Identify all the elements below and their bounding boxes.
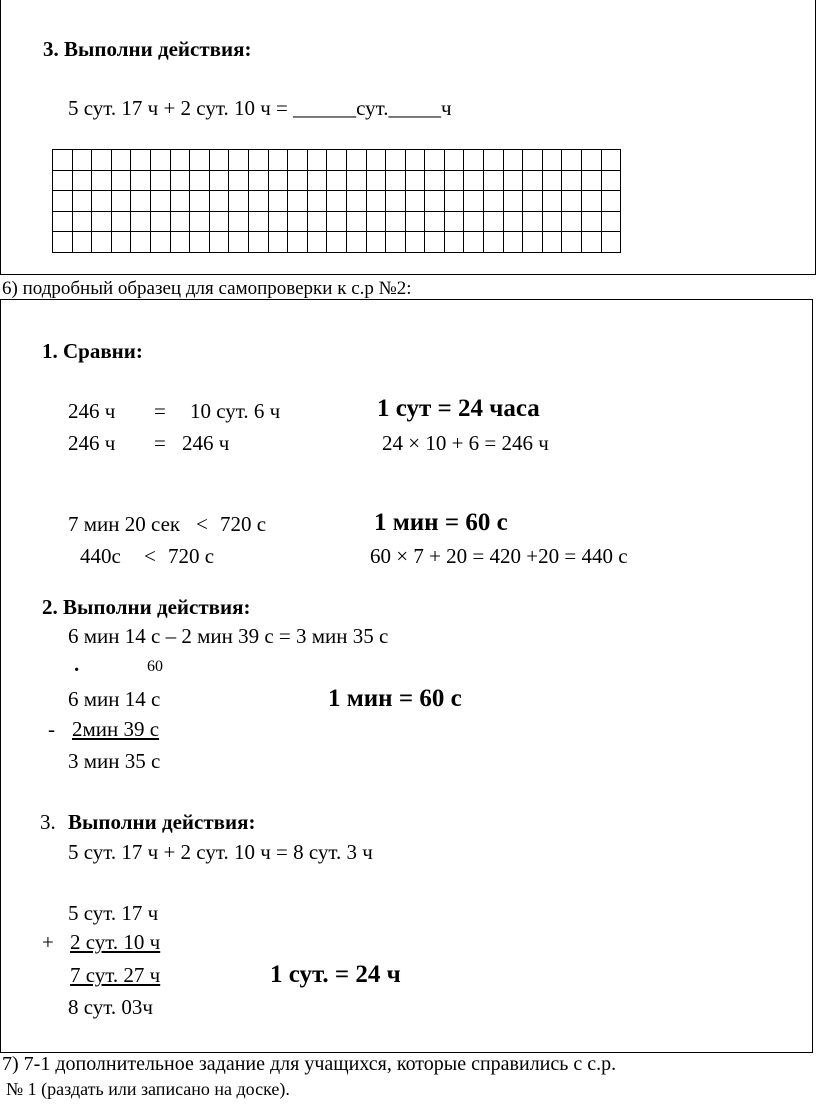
t1-calc1: 24 × 10 + 6 = 246 ч bbox=[382, 431, 549, 455]
grid-cell[interactable] bbox=[503, 191, 523, 212]
task3-expression bbox=[68, 96, 452, 121]
grid-cell[interactable] bbox=[542, 232, 562, 253]
grid-cell[interactable] bbox=[209, 232, 229, 253]
grid-cell[interactable] bbox=[170, 170, 190, 191]
grid-cell[interactable] bbox=[111, 211, 131, 232]
grid-cell[interactable] bbox=[150, 211, 170, 232]
grid-cell[interactable] bbox=[150, 232, 170, 253]
grid-cell[interactable] bbox=[562, 170, 582, 191]
t3-rule: 1 сут. = 24 ч bbox=[270, 961, 401, 988]
grid-cell[interactable] bbox=[209, 191, 229, 212]
grid-cell[interactable] bbox=[307, 170, 327, 191]
grid-cell[interactable] bbox=[346, 191, 366, 212]
grid-cell[interactable] bbox=[248, 191, 268, 212]
grid-cell[interactable] bbox=[523, 232, 543, 253]
grid-cell[interactable] bbox=[268, 191, 288, 212]
grid-cell[interactable] bbox=[111, 150, 131, 171]
grid-cell[interactable] bbox=[92, 232, 112, 253]
grid-cell[interactable] bbox=[464, 191, 484, 212]
grid-cell[interactable] bbox=[327, 232, 347, 253]
unit-days: сут. bbox=[356, 96, 389, 120]
grid-cell[interactable] bbox=[542, 191, 562, 212]
grid-cell[interactable] bbox=[229, 170, 249, 191]
grid-cell[interactable] bbox=[444, 150, 464, 171]
t1-line3-left: 7 мин 20 сек bbox=[68, 512, 181, 536]
t1-calc2: 60 × 7 + 20 = 420 +20 = 440 с bbox=[370, 544, 628, 568]
t1-line2-op: = bbox=[154, 431, 166, 455]
grid-cell[interactable] bbox=[464, 232, 484, 253]
t3-col-result: 8 сут. 03ч bbox=[68, 995, 153, 1019]
grid-cell[interactable] bbox=[503, 232, 523, 253]
grid-cell[interactable] bbox=[307, 211, 327, 232]
grid-cell[interactable] bbox=[72, 170, 92, 191]
grid-cell[interactable] bbox=[601, 191, 621, 212]
grid-cell[interactable] bbox=[150, 170, 170, 191]
grid-cell[interactable] bbox=[229, 150, 249, 171]
grid-cell[interactable] bbox=[170, 232, 190, 253]
grid-cell[interactable] bbox=[405, 150, 425, 171]
grid-cell[interactable] bbox=[268, 150, 288, 171]
grid-cell[interactable] bbox=[327, 191, 347, 212]
grid-cell[interactable] bbox=[327, 170, 347, 191]
grid-cell[interactable] bbox=[386, 232, 406, 253]
grid-cell[interactable] bbox=[386, 191, 406, 212]
grid-cell[interactable] bbox=[601, 232, 621, 253]
grid-cell[interactable] bbox=[307, 150, 327, 171]
grid-cell[interactable] bbox=[366, 211, 386, 232]
grid-cell[interactable] bbox=[248, 211, 268, 232]
grid-cell[interactable] bbox=[229, 211, 249, 232]
t3-number: 3. bbox=[40, 810, 56, 834]
task3-heading: 3. Выполни действия: bbox=[43, 37, 252, 61]
grid-cell[interactable] bbox=[444, 170, 464, 191]
grid-cell[interactable] bbox=[170, 191, 190, 212]
grid-cell[interactable] bbox=[425, 211, 445, 232]
t1-line4-right: 720 с bbox=[168, 544, 215, 568]
grid-cell[interactable] bbox=[542, 170, 562, 191]
grid-cell[interactable] bbox=[405, 211, 425, 232]
t1-line2-right: 246 ч bbox=[182, 431, 230, 455]
grid-cell[interactable] bbox=[405, 191, 425, 212]
grid-cell[interactable] bbox=[523, 170, 543, 191]
grid-cell[interactable] bbox=[444, 211, 464, 232]
grid-cell[interactable] bbox=[170, 150, 190, 171]
grid-cell[interactable] bbox=[72, 191, 92, 212]
grid-cell[interactable] bbox=[582, 232, 602, 253]
section6-title: 6) подробный образец для самопроверки к с.р №2: bbox=[2, 278, 412, 299]
grid-cell[interactable] bbox=[248, 170, 268, 191]
grid-cell[interactable] bbox=[53, 191, 73, 212]
grid-cell[interactable] bbox=[72, 232, 92, 253]
grid-cell[interactable] bbox=[366, 170, 386, 191]
grid-cell[interactable] bbox=[190, 150, 210, 171]
grid-cell[interactable] bbox=[209, 150, 229, 171]
grid-cell[interactable] bbox=[111, 191, 131, 212]
t2-borrow-dot: . bbox=[74, 652, 80, 676]
grid-cell[interactable] bbox=[582, 170, 602, 191]
grid-cell[interactable] bbox=[190, 170, 210, 191]
grid-cell[interactable] bbox=[170, 211, 190, 232]
grid-cell[interactable] bbox=[464, 170, 484, 191]
grid-cell[interactable] bbox=[229, 232, 249, 253]
t1-heading: 1. Сравни: bbox=[42, 339, 143, 363]
grid-cell[interactable] bbox=[562, 150, 582, 171]
grid-cell[interactable] bbox=[72, 150, 92, 171]
grid-cell[interactable] bbox=[601, 211, 621, 232]
grid-cell[interactable] bbox=[464, 211, 484, 232]
grid-cell[interactable] bbox=[366, 232, 386, 253]
grid-cell[interactable] bbox=[386, 170, 406, 191]
grid-cell[interactable] bbox=[582, 191, 602, 212]
grid-cell[interactable] bbox=[425, 150, 445, 171]
grid-cell[interactable] bbox=[111, 170, 131, 191]
grid-cell[interactable] bbox=[209, 211, 229, 232]
grid-cell[interactable] bbox=[444, 191, 464, 212]
t3-col-addend2: 2 сут. 10 ч bbox=[70, 930, 161, 954]
grid-cell[interactable] bbox=[582, 211, 602, 232]
t3-heading: Выполни действия: bbox=[68, 810, 256, 834]
grid-cell[interactable] bbox=[53, 232, 73, 253]
grid-cell[interactable] bbox=[346, 150, 366, 171]
grid-cell[interactable] bbox=[425, 232, 445, 253]
grid-cell[interactable] bbox=[288, 170, 308, 191]
grid-row bbox=[53, 232, 621, 253]
grid-cell[interactable] bbox=[327, 211, 347, 232]
grid-cell[interactable] bbox=[484, 191, 504, 212]
grid-cell[interactable] bbox=[268, 211, 288, 232]
t2-minus-sign: - bbox=[48, 717, 55, 741]
grid-cell[interactable] bbox=[601, 170, 621, 191]
t2-col-subtrahend: 2мин 39 с bbox=[72, 717, 160, 741]
grid-cell[interactable] bbox=[484, 150, 504, 171]
grid-cell[interactable] bbox=[484, 232, 504, 253]
grid-cell[interactable] bbox=[562, 211, 582, 232]
t2-heading: 2. Выполни действия: bbox=[42, 595, 251, 619]
grid-cell[interactable] bbox=[288, 232, 308, 253]
grid-cell[interactable] bbox=[150, 150, 170, 171]
t1-line3-right: 720 с bbox=[220, 512, 267, 536]
grid-cell[interactable] bbox=[92, 211, 112, 232]
t1-line4-left: 440с bbox=[80, 544, 121, 568]
t2-col-result: 3 мин 35 с bbox=[68, 749, 161, 773]
grid-cell[interactable] bbox=[131, 170, 151, 191]
grid-cell[interactable] bbox=[248, 232, 268, 253]
grid-cell[interactable] bbox=[405, 232, 425, 253]
t3-col-addend1: 5 сут. 17 ч bbox=[68, 901, 159, 925]
grid-cell[interactable] bbox=[523, 150, 543, 171]
t1-line1-right: 10 сут. 6 ч bbox=[190, 399, 281, 423]
grid-cell[interactable] bbox=[268, 232, 288, 253]
t1-line1-left: 246 ч bbox=[68, 399, 116, 423]
grid-cell[interactable] bbox=[386, 150, 406, 171]
grid-cell[interactable] bbox=[111, 232, 131, 253]
grid-cell[interactable] bbox=[523, 211, 543, 232]
grid-cell[interactable] bbox=[150, 191, 170, 212]
grid-cell[interactable] bbox=[209, 170, 229, 191]
grid-cell[interactable] bbox=[444, 232, 464, 253]
grid-cell[interactable] bbox=[268, 170, 288, 191]
grid-cell[interactable] bbox=[248, 150, 268, 171]
t1-line4-op: < bbox=[144, 544, 156, 568]
grid-row bbox=[53, 150, 621, 171]
grid-cell[interactable] bbox=[425, 170, 445, 191]
grid-cell[interactable] bbox=[503, 150, 523, 171]
grid-cell[interactable] bbox=[229, 191, 249, 212]
grid-cell[interactable] bbox=[523, 191, 543, 212]
grid-cell[interactable] bbox=[131, 211, 151, 232]
grid-cell[interactable] bbox=[190, 191, 210, 212]
grid-cell[interactable] bbox=[601, 150, 621, 171]
grid-cell[interactable] bbox=[288, 150, 308, 171]
t2-expression: 6 мин 14 с – 2 мин 39 с = 3 мин 35 с bbox=[68, 624, 389, 648]
grid-cell[interactable] bbox=[562, 232, 582, 253]
grid-cell[interactable] bbox=[405, 170, 425, 191]
t2-rule: 1 мин = 60 с bbox=[328, 685, 462, 712]
grid-row bbox=[53, 211, 621, 232]
grid-cell[interactable] bbox=[425, 191, 445, 212]
expression-start: 5 сут. 17 ч + 2 сут. 10 ч = bbox=[68, 96, 294, 120]
grid-cell[interactable] bbox=[327, 150, 347, 171]
t1-line3-op: < bbox=[196, 512, 208, 536]
grid-cell[interactable] bbox=[562, 191, 582, 212]
grid-cell[interactable] bbox=[190, 232, 210, 253]
grid-cell[interactable] bbox=[92, 170, 112, 191]
grid-cell[interactable] bbox=[386, 211, 406, 232]
t3-plus-sign: + bbox=[42, 930, 54, 954]
grid-cell[interactable] bbox=[464, 150, 484, 171]
grid-cell[interactable] bbox=[92, 150, 112, 171]
grid-cell[interactable] bbox=[366, 191, 386, 212]
grid-cell[interactable] bbox=[542, 150, 562, 171]
section7-line1: 7) 7-1 дополнительное задание для учащихся, которые справились с с.р. bbox=[2, 1053, 617, 1075]
t3-col-sum: 7 сут. 27 ч bbox=[70, 963, 161, 987]
grid-cell[interactable] bbox=[190, 211, 210, 232]
grid-cell[interactable] bbox=[484, 211, 504, 232]
grid-cell[interactable] bbox=[53, 211, 73, 232]
grid-cell[interactable] bbox=[72, 211, 92, 232]
grid-cell[interactable] bbox=[484, 170, 504, 191]
grid-cell[interactable] bbox=[582, 150, 602, 171]
grid-row bbox=[53, 191, 621, 212]
grid-cell[interactable] bbox=[346, 211, 366, 232]
grid-cell[interactable] bbox=[307, 232, 327, 253]
t1-rule1: 1 сут = 24 часа bbox=[377, 395, 540, 422]
answer-grid[interactable] bbox=[52, 149, 621, 253]
grid-cell[interactable] bbox=[346, 232, 366, 253]
t1-line2-left: 246 ч bbox=[68, 431, 116, 455]
grid-cell[interactable] bbox=[503, 170, 523, 191]
grid-cell[interactable] bbox=[307, 191, 327, 212]
t2-col-minuend: 6 мин 14 с bbox=[68, 687, 161, 711]
grid-cell[interactable] bbox=[288, 191, 308, 212]
grid-cell[interactable] bbox=[92, 191, 112, 212]
grid-cell[interactable] bbox=[131, 150, 151, 171]
grid-cell[interactable] bbox=[53, 150, 73, 171]
grid-cell[interactable] bbox=[131, 191, 151, 212]
unit-hours: ч bbox=[441, 96, 452, 120]
answer-blank-hours[interactable]: _____ bbox=[388, 96, 441, 120]
section7-line2: № 1 (раздать или записано на доске). bbox=[6, 1079, 290, 1099]
grid-cell[interactable] bbox=[288, 211, 308, 232]
grid-cell[interactable] bbox=[131, 232, 151, 253]
grid-cell[interactable] bbox=[346, 170, 366, 191]
grid-row bbox=[53, 170, 621, 191]
grid-cell[interactable] bbox=[542, 211, 562, 232]
t1-line1-op: = bbox=[154, 399, 166, 423]
answer-blank-days[interactable]: ______ bbox=[293, 96, 357, 120]
grid-cell[interactable] bbox=[366, 150, 386, 171]
t3-expression: 5 сут. 17 ч + 2 сут. 10 ч = 8 сут. 3 ч bbox=[68, 840, 373, 864]
t1-rule2: 1 мин = 60 с bbox=[374, 509, 508, 536]
grid-cell[interactable] bbox=[503, 211, 523, 232]
t2-borrow-60: 60 bbox=[147, 658, 163, 675]
grid-cell[interactable] bbox=[53, 170, 73, 191]
